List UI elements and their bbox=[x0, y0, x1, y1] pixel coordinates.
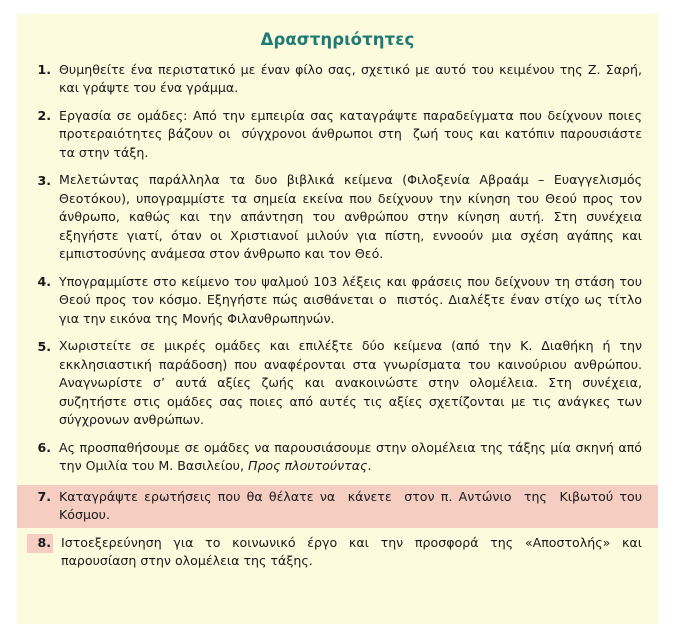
activity-item-6 bbox=[17, 439, 658, 476]
activity-item-3 bbox=[17, 171, 658, 264]
activity-text-7: Καταγράψτε ερωτήσεις που θα θέλατε να κάνετε στον π. Αντώνιο της Κιβωτού του Κόσμου. bbox=[59, 488, 647, 523]
page-title: Δραστηριότητες bbox=[260, 30, 415, 49]
activity-item-8 bbox=[17, 534, 658, 571]
activity-number-5: 5. bbox=[37, 338, 51, 354]
activities-panel bbox=[17, 14, 658, 624]
activity-text-6 bbox=[59, 439, 647, 476]
activity-text-8: Ιστοεξερεύνηση για το κοινωνικό έργο και την προσφορά της «Αποστολής» και παρουσίαση στην ολομέλεια της τάξης. bbox=[61, 534, 647, 569]
activity-number-6: 6. bbox=[37, 440, 51, 456]
activities-list bbox=[17, 61, 658, 571]
activity-number-2: 2. bbox=[37, 108, 51, 124]
activity-item-1 bbox=[17, 61, 658, 98]
activity-number-8: 8. bbox=[27, 534, 53, 553]
activity-text-6-title: Προς πλουτούντας bbox=[247, 458, 368, 474]
activity-number-4: 4. bbox=[37, 274, 51, 290]
activity-text-5: Χωριστείτε σε μικρές ομάδες και επιλέξτε δύο κείμενα (από την Κ. Διαθήκη ή την εκκλησιαστική παράδοση) που αναφέρονται στα γνωρίσματα του καινούριου ανθρώπου. Αναγνωρίστε σ’ αυτά αξίες ζωής και ανακοινώστε στην ολομέλεια. Στη συνέχεια, συζητήστε στις ομάδες σας ποιες από αυτές τις αξίες σχετίζονται με τις ανάγκες των σύγχρονων ανθρώπων. bbox=[59, 338, 647, 428]
activity-number-7: 7. bbox=[37, 489, 51, 505]
activity-item-2 bbox=[17, 107, 658, 163]
activity-text-6-tail: . bbox=[367, 458, 372, 474]
activity-text-1: Θυμηθείτε ένα περιστατικό με έναν φίλο σας, σχετικό με αυτό του κειμένου της Ζ. Σαρή, και γράψτε του ένα γράμμα. bbox=[59, 61, 647, 96]
activity-item-5 bbox=[17, 337, 658, 430]
activity-number-3: 3. bbox=[37, 172, 51, 188]
activity-text-6-plain: Ας προσπαθήσουμε σε ομάδες να παρουσιάσουμε στην ολομέλεια της τάξης μία σκηνή από την Ομιλία του Μ. Βασιλείου, bbox=[59, 439, 647, 474]
activity-item-4 bbox=[17, 273, 658, 329]
activity-text-4: Υπογραμμίστε στο κείμενο του ψαλμού 103 λέξεις και φράσεις που δείχνουν τη στάση του Θεού προς τον κόσμο. Εξηγήστε πώς αισθάνεται ο πιστός. Διαλέξτε έναν στίχο ως τίτλο για την εικόνα της Μονής Φιλανθρωπηνών. bbox=[59, 273, 647, 326]
activity-text-3: Μελετώντας παράλληλα τα δυο βιβλικά κείμενα (Φιλοξενία Αβραάμ – Ευαγγελισμός Θεοτόκου), υπογραμμίστε τα σημεία εκείνα που δείχνουν την κίνηση του Θεού προς τον άνθρωπο, καθώς και την απάντηση του ανθρώπου στην κίνηση αυτή. Στη συνέχεια εξηγήστε γιατί, όταν οι Χριστιανοί μιλούν για πίστη, εννοούν μια σχέση αγάπης και εμπιστοσύνης ανάμεσα στον άνθρωπο και τον Θεό. bbox=[59, 172, 651, 262]
activity-item-7 bbox=[17, 485, 658, 528]
activity-number-1: 1. bbox=[37, 62, 51, 78]
activity-text-2: Εργασία σε ομάδες: Από την εμπειρία σας καταγράψτε παραδείγματα που δείχνουν ποιες προτεραιότητες βάζουν οι σύγχρονοι άνθρωποι στη ζωή τους και κατόπιν παρουσιάστε τα στην τάξη. bbox=[59, 107, 647, 160]
